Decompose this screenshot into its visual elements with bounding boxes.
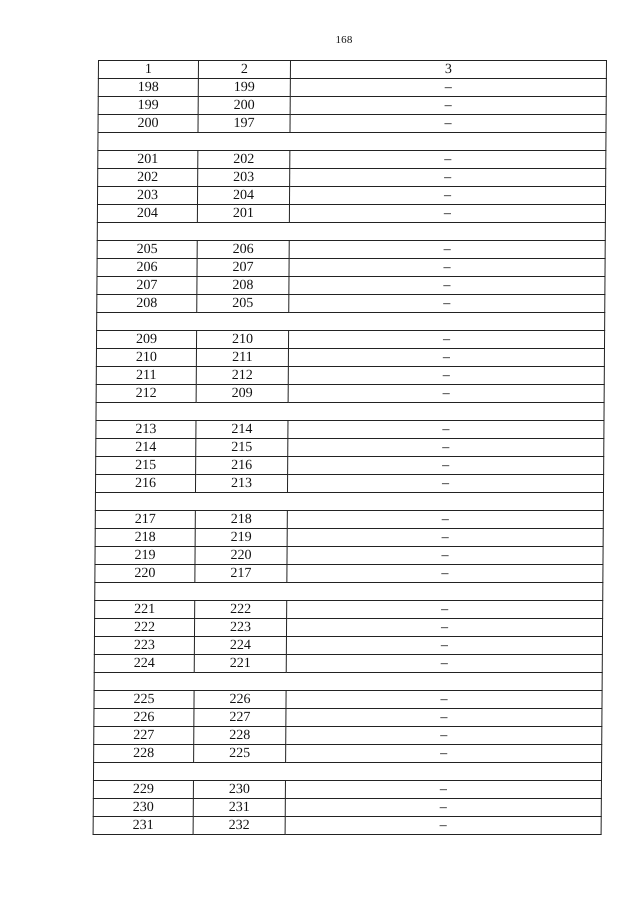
group-separator-row [95,583,603,601]
table-cell: – [290,79,606,97]
group-separator-row [97,313,605,331]
table-cell: – [286,727,602,745]
table-row [98,151,606,169]
column-header: 1 [98,61,198,79]
table-row [95,529,603,547]
table-row [95,601,603,619]
table-cell: – [289,259,605,277]
table-cell: – [288,457,604,475]
data-table [93,60,607,835]
table-cell: 204 [197,187,289,205]
table-cell: 198 [98,79,198,97]
table-cell: 231 [93,817,193,835]
table-row [98,169,606,187]
table-cell: 231 [193,799,285,817]
table-cell: 205 [97,241,197,259]
table-cell: 215 [96,457,196,475]
table-cell: – [288,439,604,457]
table-cell: 224 [94,655,194,673]
table-cell: 219 [95,547,195,565]
table-cell: 208 [97,295,197,313]
table-row [96,439,604,457]
table-cell: – [287,511,603,529]
table-cell: – [289,187,605,205]
table-cell: 225 [194,745,286,763]
table-row [95,511,603,529]
table-row [97,277,605,295]
table-cell: – [287,529,603,547]
table-cell: – [286,745,602,763]
table-cell: – [290,97,606,115]
table-cell: 203 [97,187,197,205]
table-cell: 208 [197,277,289,295]
table-row [96,349,604,367]
table-cell: – [290,115,606,133]
table-cell: 211 [196,349,288,367]
table-row [94,709,602,727]
group-separator-cell [95,583,603,601]
table-row [96,421,604,439]
group-separator-row [93,763,601,781]
table-body [93,61,606,835]
table-cell: 220 [95,565,195,583]
table-cell: 232 [193,817,285,835]
table-cell: 223 [194,619,286,637]
table-cell: 213 [96,421,196,439]
group-separator-row [97,223,605,241]
table-row [96,385,604,403]
table-cell: 216 [196,457,288,475]
table-cell: 226 [194,691,286,709]
table-cell: 206 [97,259,197,277]
table-cell: 202 [198,151,290,169]
table-cell: 210 [96,349,196,367]
column-header: 3 [290,61,606,79]
table-row [94,691,602,709]
table-cell: 222 [195,601,287,619]
table-cell: 221 [194,655,286,673]
table-cell: 213 [195,475,287,493]
table-cell: – [289,241,605,259]
table-cell: 219 [195,529,287,547]
table-cell: 201 [98,151,198,169]
table-cell: 215 [196,439,288,457]
table-cell: 226 [94,709,194,727]
table-row [97,295,605,313]
table-cell: 204 [97,205,197,223]
table-row [94,745,602,763]
table-cell: 228 [94,745,194,763]
table-cell: – [286,709,602,727]
group-separator-row [96,403,604,421]
table-cell: – [288,367,604,385]
table-cell: – [287,565,603,583]
table-cell: – [285,781,601,799]
table-cell: 199 [98,97,198,115]
table-cell: – [288,385,604,403]
table-cell: – [288,421,604,439]
table-cell: 229 [93,781,193,799]
table-row [95,547,603,565]
table-cell: 217 [195,565,287,583]
table-row [97,241,605,259]
table-cell: 212 [196,367,288,385]
table-cell: 205 [197,295,289,313]
table-cell: 216 [95,475,195,493]
group-separator-cell [94,673,602,691]
table-cell: 210 [196,331,288,349]
table-row [95,475,603,493]
group-separator-cell [98,133,606,151]
table-cell: 223 [94,637,194,655]
table-row [93,781,601,799]
table-cell: 200 [98,115,198,133]
table-cell: 212 [96,385,196,403]
table-row [97,205,605,223]
table-cell: 207 [97,277,197,295]
table-row [96,367,604,385]
table-cell: 197 [198,115,290,133]
table-cell: – [287,475,603,493]
table-row [93,817,601,835]
table-cell: 214 [96,439,196,457]
table-cell: – [285,817,601,835]
table-cell: 228 [194,727,286,745]
table-cell: 202 [98,169,198,187]
group-separator-row [95,493,603,511]
table-cell: 221 [95,601,195,619]
group-separator-cell [93,763,601,781]
table-cell: – [286,655,602,673]
table-cell: 222 [94,619,194,637]
group-separator-cell [97,313,605,331]
table-cell: – [288,331,604,349]
table-row [98,79,606,97]
table-cell: 209 [96,331,196,349]
table-row [97,187,605,205]
table-cell: – [289,295,605,313]
table-cell: 211 [96,367,196,385]
table-row [98,115,606,133]
table-row [96,331,604,349]
group-separator-cell [96,403,604,421]
table-cell: – [289,205,605,223]
group-separator-cell [97,223,605,241]
table-cell: 207 [197,259,289,277]
table-cell: 201 [197,205,289,223]
column-header: 2 [198,61,290,79]
table-cell: 209 [196,385,288,403]
table-cell: 227 [194,709,286,727]
table-row [94,727,602,745]
table-cell: – [286,619,602,637]
table-row [94,655,602,673]
group-separator-row [98,133,606,151]
table-cell: – [286,691,602,709]
table-cell: – [287,547,603,565]
table-cell: – [286,637,602,655]
page-number: 168 [335,34,353,46]
table-cell: 230 [193,781,285,799]
table-cell: – [290,151,606,169]
table-row [95,565,603,583]
table-cell: 206 [197,241,289,259]
table-cell: 224 [194,637,286,655]
table-cell: 199 [198,79,290,97]
table-cell: 203 [198,169,290,187]
table-cell: 227 [94,727,194,745]
table-cell: 200 [198,97,290,115]
table-cell: – [290,169,606,187]
table-cell: 230 [93,799,193,817]
table-cell: 218 [95,529,195,547]
table-cell: – [285,799,601,817]
table-cell: 214 [196,421,288,439]
table-row [94,619,602,637]
table-row [93,799,601,817]
group-separator-row [94,673,602,691]
table-row [96,457,604,475]
group-separator-cell [95,493,603,511]
table-cell: 217 [95,511,195,529]
table-row [97,259,605,277]
table-row [98,97,606,115]
table-cell: – [288,349,604,367]
table-cell: – [289,277,605,295]
table-cell: – [287,601,603,619]
table-header-row [98,61,606,79]
table-row [94,637,602,655]
table-cell: 220 [195,547,287,565]
table-cell: 218 [195,511,287,529]
table-cell: 225 [94,691,194,709]
